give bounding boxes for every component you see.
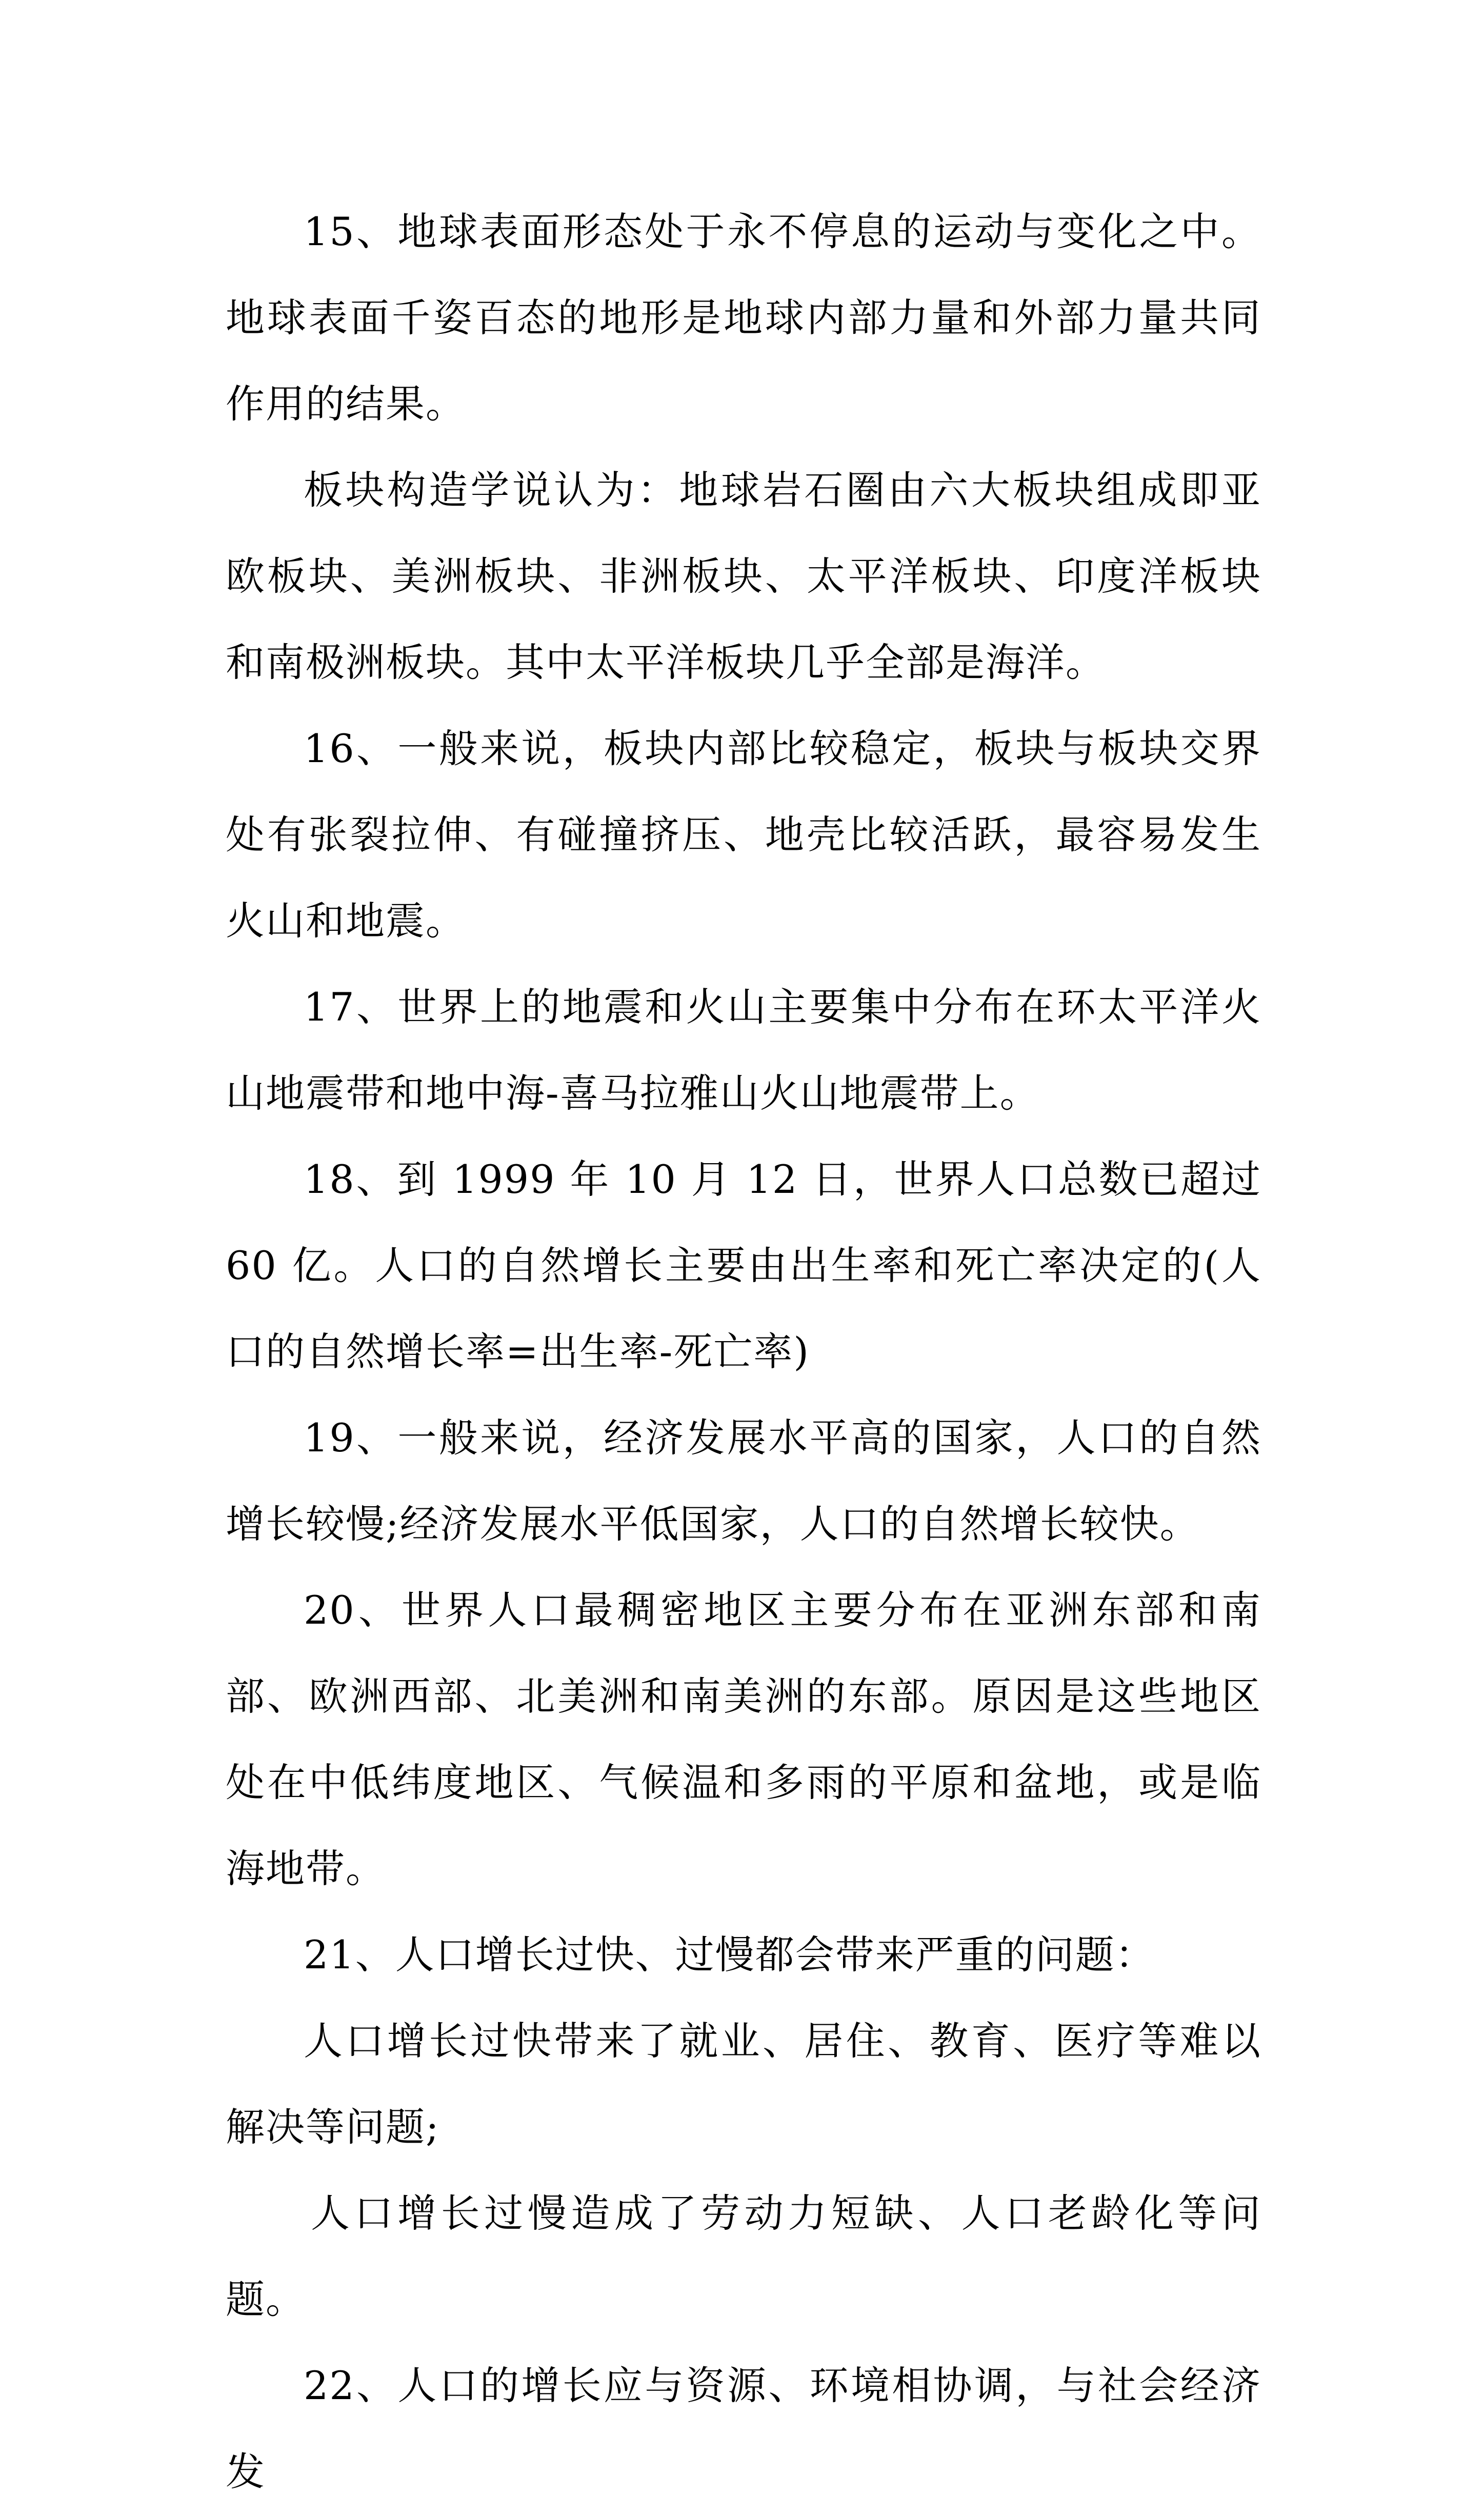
paragraph-plate-tectonics: 板块构造学说认为：地球岩石圈由六大板块组成即亚欧板块、美洲板块、非洲板块、太平洋板块、印度洋板块和南极洲板块。其中太平洋板块几乎全部是海洋。 <box>226 467 1261 685</box>
paragraph-population-fast: 人口增长过快带来了就业、居住、教育、医疗等难以解决等问题; <box>226 2018 1261 2150</box>
paragraph-population-slow: 人口增长过慢造成了劳动力短缺、人口老龄化等问题。 <box>226 2190 1261 2322</box>
paragraph-16: 16、一般来说，板块内部比较稳定，板块与板块交界处有张裂拉伸、有碰撞挤压、地壳比较活跃，最容易发生火山和地震。 <box>226 726 1261 944</box>
paragraph-15: 15、地球表面形态处于永不停息的运动与变化之中。地球表面千姿百态的地形是地球内部力量和外部力量共同作用的结果。 <box>226 209 1261 427</box>
paragraph-20: 20、世界人口最稠密地区主要分布在亚洲东部和南部、欧洲西部、北美洲和南美洲的东部。原因是这些地区处在中低纬度地区、气候温和多雨的平原和盆地，或是临海地带。 <box>226 1587 1261 1891</box>
paragraph-22: 22、人口的增长应与资源、环境相协调，与社会经济发 <box>226 2363 1261 2494</box>
paragraph-19: 19、一般来说，经济发展水平高的国家，人口的自然增长较慢;经济发展水平低国家，人口的自然增长较快。 <box>226 1415 1261 1547</box>
paragraph-21: 21、人口增长过快、过慢都会带来严重的问题： <box>304 1932 1155 1978</box>
paragraph-18: 18、到 1999 年 10 月 12 日，世界人口总数已超过 60 亿。人口的自然增长主要由出生率和死亡率决定的(人口的自然增长率=出生率-死亡率) <box>226 1156 1261 1374</box>
document-page <box>226 189 1261 2515</box>
paragraph-17: 17、世界上的地震和火山主要集中分布在环太平洋火山地震带和地中海-喜马拉雅山火山地震带上。 <box>226 984 1261 1116</box>
